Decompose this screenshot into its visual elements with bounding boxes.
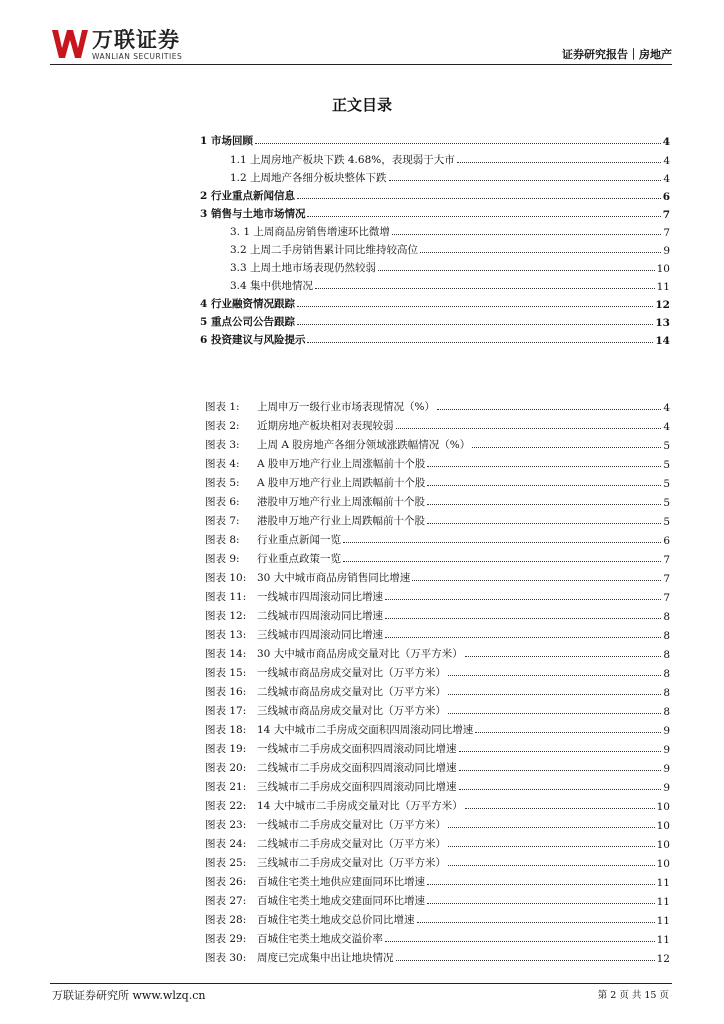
figure-entry-number: 图表 29:	[205, 933, 247, 945]
figure-leader-dots	[385, 599, 661, 600]
figure-leader-dots	[385, 637, 661, 638]
figure-entry-number: 图表 28:	[205, 914, 247, 926]
figure-entry[interactable]	[205, 930, 670, 946]
figure-entry[interactable]	[205, 550, 670, 566]
figure-entry-title: 14 大中城市二手房成交量对比（万平方米）	[257, 800, 463, 812]
figure-entry-number: 图表 17:	[205, 705, 247, 717]
figure-entry[interactable]	[205, 626, 670, 642]
figure-entry-page: 8	[663, 706, 670, 718]
figure-entry-number: 图表 18:	[205, 724, 247, 736]
toc-entry-title: 2 行业重点新闻信息	[200, 190, 295, 202]
toc-entry[interactable]	[200, 187, 670, 203]
toc-entry[interactable]	[200, 241, 670, 257]
figure-entry[interactable]	[205, 721, 670, 737]
figure-leader-dots	[437, 409, 661, 410]
figure-entry-title: 14 大中城市二手房成交面积四周滚动同比增速	[257, 724, 474, 736]
figure-entry-title: 30 大中城市商品房销售同比增速	[257, 572, 411, 584]
toc-entry[interactable]	[200, 223, 670, 239]
figure-entry-number: 图表 15:	[205, 667, 247, 679]
figure-entry-number: 图表 19:	[205, 743, 247, 755]
figure-leader-dots	[448, 827, 655, 828]
figure-entry-number: 图表 26:	[205, 876, 247, 888]
toc-entry[interactable]	[200, 313, 670, 329]
footer-source: 万联证券研究所 www.wlzq.cn	[52, 989, 206, 1002]
figure-leader-dots	[459, 751, 662, 752]
figure-entry-number: 图表 1:	[205, 401, 240, 413]
toc-leader-dots	[297, 324, 653, 325]
figure-entry-page: 8	[663, 649, 670, 661]
page-header	[0, 0, 724, 70]
figure-leader-dots	[448, 694, 661, 695]
toc-leader-dots	[297, 306, 653, 307]
figure-leader-dots	[459, 770, 662, 771]
figure-entry[interactable]	[205, 778, 670, 794]
toc-entry-page: 12	[655, 299, 670, 311]
figure-leader-dots	[459, 789, 662, 790]
toc-leader-dots	[307, 216, 660, 217]
figure-entry-number: 图表 16:	[205, 686, 247, 698]
figure-entry-page: 5	[663, 440, 670, 452]
toc-entry-title: 4 行业融资情况跟踪	[200, 298, 295, 310]
figure-entry-number: 图表 25:	[205, 857, 247, 869]
figure-entry-number: 图表 6:	[205, 496, 240, 508]
figure-leader-dots	[448, 865, 655, 866]
toc-entry[interactable]	[200, 259, 670, 275]
table-of-contents	[200, 132, 670, 362]
figure-entry-title: 行业重点政策一览	[257, 553, 341, 565]
figure-entry[interactable]	[205, 531, 670, 547]
figure-entry-title: 周度已完成集中出让地块情况	[257, 952, 394, 964]
figure-entry-number: 图表 10:	[205, 572, 247, 584]
toc-entry-title: 3. 1 上周商品房销售增速环比微增	[230, 226, 390, 238]
toc-entry-page: 14	[655, 335, 670, 347]
figure-entry-title: 一线城市商品房成交量对比（万平方米）	[257, 667, 446, 679]
figure-entry-title: 二线城市四周滚动同比增速	[257, 610, 383, 622]
toc-entry[interactable]	[200, 169, 670, 185]
toc-leader-dots	[420, 252, 661, 253]
toc-entry-title: 3.3 上周土地市场表现仍然较弱	[230, 262, 377, 274]
figure-entry-title: 港股申万地产行业上周跌幅前十个股	[257, 515, 425, 527]
toc-leader-dots	[315, 288, 655, 289]
figure-entry[interactable]	[205, 702, 670, 718]
figure-leader-dots	[412, 580, 661, 581]
toc-entry-page: 6	[662, 191, 670, 203]
toc-entry-title: 3.4 集中供地情况	[230, 280, 314, 292]
figure-entry-title: A 股申万地产行业上周跌幅前十个股	[257, 477, 426, 489]
figure-leader-dots	[465, 656, 662, 657]
figure-leader-dots	[448, 675, 661, 676]
figure-entry-page: 5	[663, 478, 670, 490]
toc-leader-dots	[297, 198, 661, 199]
figure-entry-page: 10	[656, 839, 670, 851]
figure-entry[interactable]	[205, 645, 670, 661]
figure-leader-dots	[396, 960, 655, 961]
figure-leader-dots	[427, 884, 655, 885]
figure-entry[interactable]	[205, 911, 670, 927]
figure-entry-title: 一线城市二手房成交面积四周滚动同比增速	[257, 743, 457, 755]
figure-entry-page: 5	[663, 459, 670, 471]
figure-leader-dots	[417, 922, 655, 923]
figure-entry[interactable]	[205, 569, 670, 585]
figure-entry-number: 图表 21:	[205, 781, 247, 793]
figure-entry-title: A 股申万地产行业上周涨幅前十个股	[257, 458, 426, 470]
figure-entry-number: 图表 14:	[205, 648, 247, 660]
figure-entry-page: 9	[663, 763, 670, 775]
figure-entry-page: 7	[663, 554, 670, 566]
toc-entry[interactable]	[200, 277, 670, 293]
figure-leader-dots	[427, 903, 655, 904]
figure-entry-title: 百城住宅类土地成交建面同环比增速	[257, 895, 425, 907]
figure-entry[interactable]	[205, 816, 670, 832]
figure-leader-dots	[465, 808, 655, 809]
figure-entry-page: 5	[663, 516, 670, 528]
figure-entry-number: 图表 9:	[205, 553, 240, 565]
figure-entry[interactable]	[205, 398, 670, 414]
figure-entry-page: 4	[663, 402, 670, 414]
figure-entry-title: 港股申万地产行业上周涨幅前十个股	[257, 496, 425, 508]
figure-entry-page: 4	[663, 421, 670, 433]
toc-entry-page: 4	[663, 173, 670, 185]
toc-entry[interactable]	[200, 205, 670, 221]
figure-entry[interactable]	[205, 436, 670, 452]
figure-entry-page: 6	[663, 535, 670, 547]
toc-entry[interactable]	[200, 331, 670, 347]
figure-entry[interactable]	[205, 588, 670, 604]
figure-entry-title: 上周申万一级行业市场表现情况（%）	[257, 401, 435, 413]
figure-leader-dots	[448, 713, 661, 714]
figure-entry-title: 上周 A 股房地产各细分领域涨跌幅情况（%）	[257, 439, 471, 451]
logo-text-cn: 万联证券	[92, 28, 180, 52]
page-title: 正文目录	[331, 96, 392, 114]
figure-entry-page: 11	[656, 877, 670, 889]
figure-entry-title: 一线城市四周滚动同比增速	[257, 591, 383, 603]
toc-entry-page: 10	[656, 263, 670, 275]
toc-entry-page: 4	[663, 155, 670, 167]
figure-entry-page: 9	[663, 782, 670, 794]
toc-entry[interactable]	[200, 151, 670, 167]
figure-entry-page: 9	[663, 744, 670, 756]
figure-entry[interactable]	[205, 455, 670, 471]
figure-entry-title: 二线城市二手房成交面积四周滚动同比增速	[257, 762, 457, 774]
figure-leader-dots	[427, 523, 661, 524]
figure-entry-number: 图表 3:	[205, 439, 240, 451]
figure-entry[interactable]	[205, 797, 670, 813]
toc-entry-title: 5 重点公司公告跟踪	[200, 316, 295, 328]
footer-page-number: 第 2 页 共 15 页	[597, 990, 669, 1001]
figure-entry-page: 8	[663, 611, 670, 623]
figure-entry-number: 图表 4:	[205, 458, 240, 470]
figure-leader-dots	[343, 561, 661, 562]
figure-entry[interactable]	[205, 683, 670, 699]
figure-entry[interactable]	[205, 854, 670, 870]
figure-entry-number: 图表 8:	[205, 534, 240, 546]
toc-leader-dots	[307, 342, 653, 343]
figure-leader-dots	[472, 447, 661, 448]
figure-entry-number: 图表 22:	[205, 800, 247, 812]
toc-entry-title: 6 投资建议与风险提示	[200, 334, 306, 346]
figure-entry-title: 百城住宅类土地供应建面同环比增速	[257, 876, 425, 888]
toc-entry-title: 1 市场回顾	[200, 135, 253, 147]
figure-entry[interactable]	[205, 740, 670, 756]
figure-entry-title: 二线城市商品房成交量对比（万平方米）	[257, 686, 446, 698]
figure-leader-dots	[396, 428, 662, 429]
figure-entry-page: 10	[656, 820, 670, 832]
figure-entry-page: 9	[663, 725, 670, 737]
figure-entry-page: 10	[656, 858, 670, 870]
figure-entry-number: 图表 12:	[205, 610, 247, 622]
toc-leader-dots	[378, 270, 655, 271]
toc-leader-dots	[457, 162, 662, 163]
figure-entry[interactable]	[205, 759, 670, 775]
figure-entry-title: 近期房地产板块相对表现较弱	[257, 420, 394, 432]
figure-entry-number: 图表 11:	[205, 591, 247, 603]
figure-entry-page: 11	[656, 896, 670, 908]
figure-entry-page: 11	[656, 915, 670, 927]
figure-entry-title: 一线城市二手房成交量对比（万平方米）	[257, 819, 446, 831]
toc-entry-page: 7	[662, 209, 670, 221]
footer-divider	[50, 983, 672, 984]
toc-entry[interactable]	[200, 132, 670, 148]
figure-entry-number: 图表 27:	[205, 895, 247, 907]
figure-entry-title: 三线城市二手房成交量对比（万平方米）	[257, 857, 446, 869]
toc-entry-page: 9	[663, 245, 670, 257]
figure-leader-dots	[448, 846, 655, 847]
figure-entry[interactable]	[205, 835, 670, 851]
wanlian-logo-icon	[50, 24, 90, 64]
toc-entry[interactable]	[200, 295, 670, 311]
figure-entry[interactable]	[205, 512, 670, 528]
figure-entry-number: 图表 2:	[205, 420, 240, 432]
figure-entry[interactable]	[205, 873, 670, 889]
figure-leader-dots	[427, 485, 661, 486]
figure-entry[interactable]	[205, 417, 670, 433]
figure-leader-dots	[475, 732, 661, 733]
figure-leader-dots	[427, 466, 661, 467]
figure-leader-dots	[385, 618, 661, 619]
figure-entry-title: 30 大中城市商品房成交量对比（万平方米）	[257, 648, 463, 660]
figure-entry-number: 图表 23:	[205, 819, 247, 831]
figure-entry[interactable]	[205, 892, 670, 908]
toc-entry-page: 13	[655, 317, 670, 329]
figure-leader-dots	[385, 941, 655, 942]
figure-entry-title: 三线城市二手房成交面积四周滚动同比增速	[257, 781, 457, 793]
figure-entry[interactable]	[205, 493, 670, 509]
figure-entry-title: 三线城市商品房成交量对比（万平方米）	[257, 705, 446, 717]
figure-entry-number: 图表 20:	[205, 762, 247, 774]
figure-entry[interactable]	[205, 474, 670, 490]
logo-text-en: WANLIAN SECURITIES	[92, 52, 183, 61]
figure-entry-page: 7	[663, 573, 670, 585]
header-divider	[50, 64, 672, 65]
figure-entry-number: 图表 5:	[205, 477, 240, 489]
figure-entry-page: 5	[663, 497, 670, 509]
figure-list	[205, 398, 670, 968]
toc-leader-dots	[392, 234, 661, 235]
figure-entry-number: 图表 13:	[205, 629, 247, 641]
figure-entry-page: 11	[656, 934, 670, 946]
figure-entry-page: 8	[663, 630, 670, 642]
figure-entry-number: 图表 24:	[205, 838, 247, 850]
toc-leader-dots	[389, 180, 662, 181]
toc-leader-dots	[255, 143, 661, 144]
toc-entry-title: 1.2 上周地产各细分板块整体下跌	[230, 172, 387, 184]
figure-entry-title: 二线城市二手房成交量对比（万平方米）	[257, 838, 446, 850]
figure-entry-page: 10	[656, 801, 670, 813]
toc-entry-page: 7	[663, 227, 670, 239]
toc-entry-title: 3.2 上周二手房销售累计同比维持较高位	[230, 244, 419, 256]
figure-entry-page: 8	[663, 668, 670, 680]
toc-entry-title: 3 销售与土地市场情况	[200, 208, 306, 220]
figure-leader-dots	[427, 504, 661, 505]
figure-entry[interactable]	[205, 949, 670, 965]
figure-entry-title: 百城住宅类土地成交溢价率	[257, 933, 383, 945]
toc-entry-page: 4	[662, 136, 670, 148]
figure-leader-dots	[343, 542, 661, 543]
figure-entry-page: 12	[656, 953, 670, 965]
figure-entry[interactable]	[205, 607, 670, 623]
figure-entry-number: 图表 30:	[205, 952, 247, 964]
report-label: 证券研究报告｜房地产	[562, 48, 672, 61]
toc-entry-page: 11	[656, 281, 670, 293]
figure-entry-number: 图表 7:	[205, 515, 240, 527]
figure-entry-title: 行业重点新闻一览	[257, 534, 341, 546]
toc-entry-title: 1.1 上周房地产板块下跌 4.68%，表现弱于大市	[230, 154, 455, 166]
figure-entry-page: 7	[663, 592, 670, 604]
figure-entry-title: 三线城市四周滚动同比增速	[257, 629, 383, 641]
figure-entry-page: 8	[663, 687, 670, 699]
figure-entry[interactable]	[205, 664, 670, 680]
figure-entry-title: 百城住宅类土地成交总价同比增速	[257, 914, 415, 926]
